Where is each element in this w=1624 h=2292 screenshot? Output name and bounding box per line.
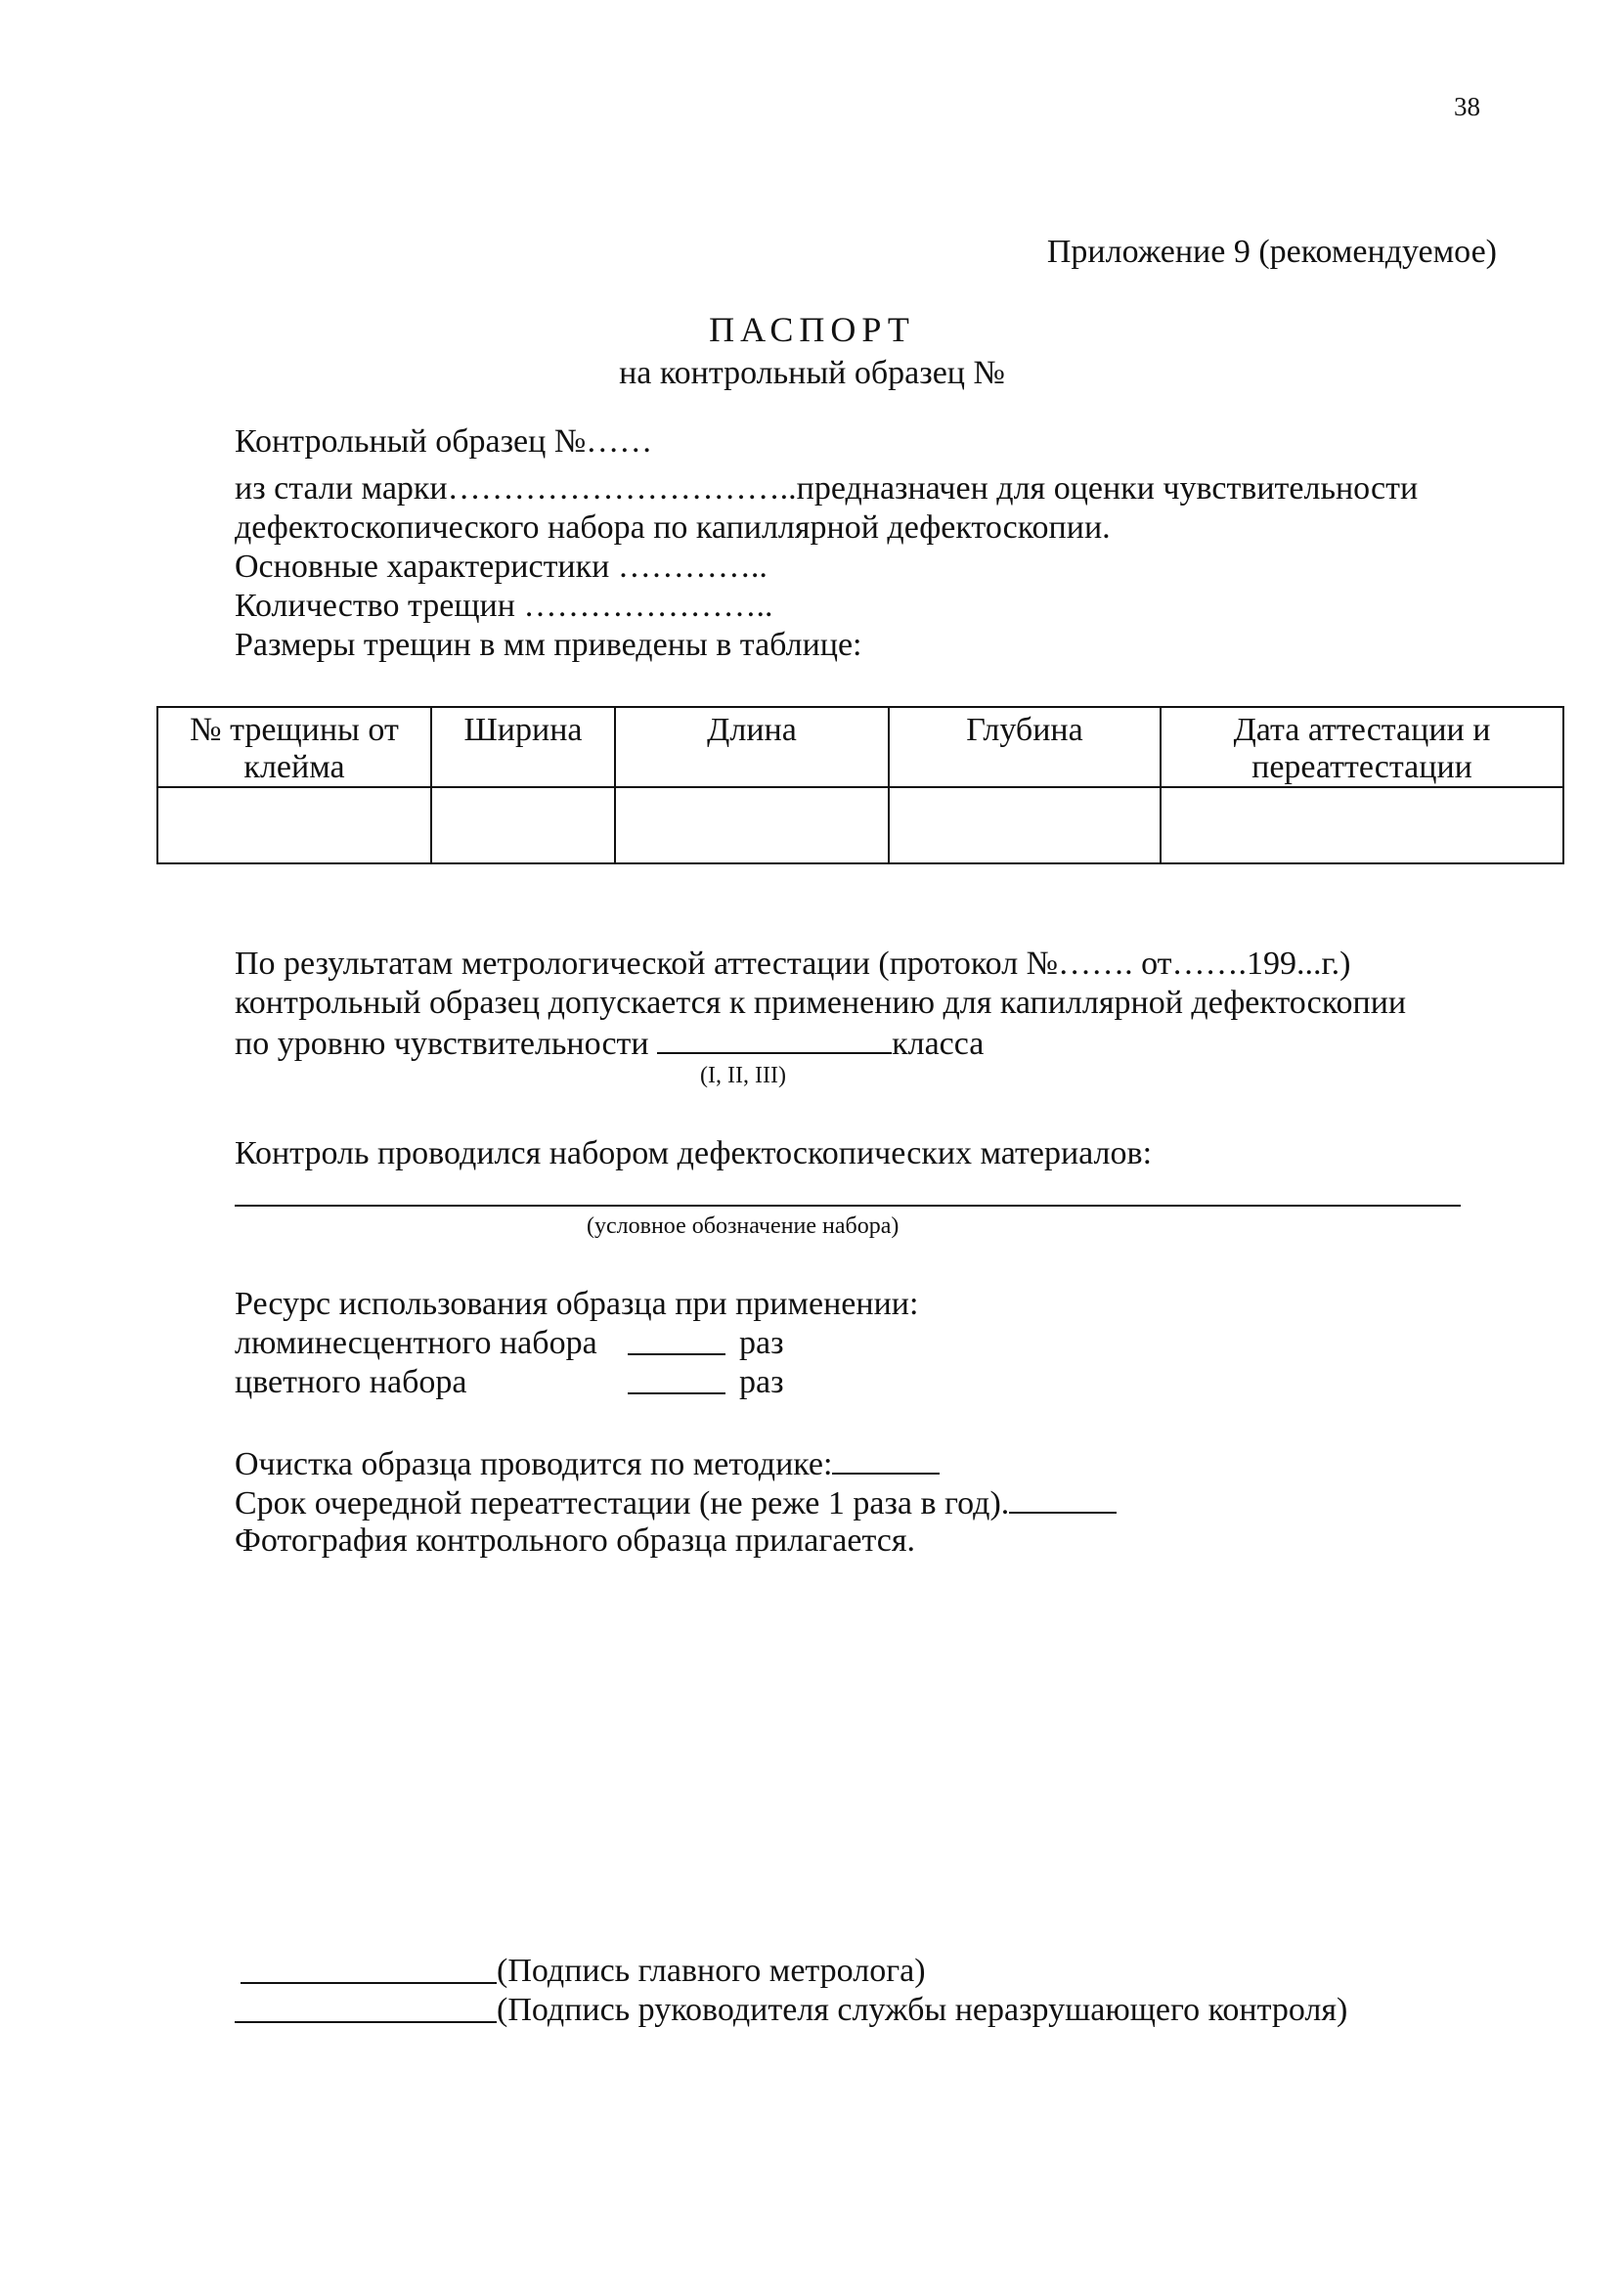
cleaning-line-2 (235, 1482, 1117, 1523)
material-set-hint: (условное обозначение набора) (587, 1213, 900, 1239)
header-width: Ширина (431, 707, 615, 787)
attestation-line-3 (235, 1023, 984, 1064)
attestation-line-2: контрольный образец допускается к применению для капиллярной дефектоскопии (235, 985, 1407, 1021)
sensitivity-class-blank (657, 1023, 892, 1054)
cleaning-line-1 (235, 1443, 940, 1484)
resource-luminescent-label: люминесцентного набора (235, 1325, 597, 1361)
material-set-blank-line (235, 1205, 1461, 1207)
header-crack-number: № трещины от клейма (157, 707, 431, 787)
sensitivity-label: по уровню чувствительности (235, 1026, 649, 1062)
header-length: Длина (615, 707, 889, 787)
signature-line-ndt-head (235, 2021, 497, 2023)
table-row (157, 787, 1563, 863)
page-number: 38 (1454, 92, 1480, 121)
table-cell (1161, 787, 1563, 863)
cleaning-method-label: Очистка образца проводится по методике: (235, 1446, 833, 1482)
control-line: Контроль проводился набором дефектоскопических материалов: (235, 1135, 1153, 1171)
appendix-label: Приложение 9 (рекомендуемое) (1046, 234, 1497, 270)
signature-label-metrologist: (Подпись главного метролога) (497, 1953, 926, 1989)
intro-line-6: Размеры трещин в мм приведены в таблице: (235, 627, 862, 663)
document-subtitle: на контрольный образец № (619, 355, 1005, 391)
header-attestation-date: Дата аттестации и переаттестации (1161, 707, 1563, 787)
resource-color-unit: раз (739, 1364, 784, 1400)
intro-line-2: из стали марки…………………………..предназначен для оценки чувствительности (235, 470, 1419, 507)
signature-label-ndt-head: (Подпись руководителя службы неразрушающего контроля) (497, 1992, 1348, 2028)
resource-color-label: цветного набора (235, 1364, 467, 1400)
crack-dimensions-table (156, 706, 1564, 864)
resource-title: Ресурс использования образца при применении: (235, 1286, 919, 1322)
header-depth: Глубина (889, 707, 1161, 787)
intro-line-5: Количество трещин ………………….. (235, 588, 773, 624)
resource-color-blank (628, 1392, 725, 1394)
reattestation-term-blank (1009, 1482, 1117, 1514)
sensitivity-class-suffix: класса (892, 1026, 985, 1062)
intro-line-4: Основные характеристики ………….. (235, 549, 768, 585)
reattestation-term-label: Срок очередной переаттестации (не реже 1 раза в год). (235, 1485, 1010, 1521)
signature-line-metrologist (241, 1982, 497, 1984)
cleaning-method-blank (832, 1443, 940, 1475)
table-cell (431, 787, 615, 863)
resource-luminescent-blank (628, 1353, 725, 1355)
intro-line-3: дефектоскопического набора по капиллярной дефектоскопии. (235, 509, 1111, 546)
class-hint: (I, II, III) (700, 1063, 786, 1088)
attestation-line-1: По результатам метрологической аттестации (протокол №……. от…….199...г.) (235, 946, 1351, 982)
resource-luminescent-unit: раз (739, 1325, 784, 1361)
document-title: ПАСПОРТ (709, 310, 915, 349)
table-cell (615, 787, 889, 863)
intro-line-1: Контрольный образец №…… (235, 423, 653, 460)
table-header-row (157, 707, 1563, 787)
table-cell (157, 787, 431, 863)
table-cell (889, 787, 1161, 863)
cleaning-line-3: Фотография контрольного образца прилагается. (235, 1522, 915, 1559)
